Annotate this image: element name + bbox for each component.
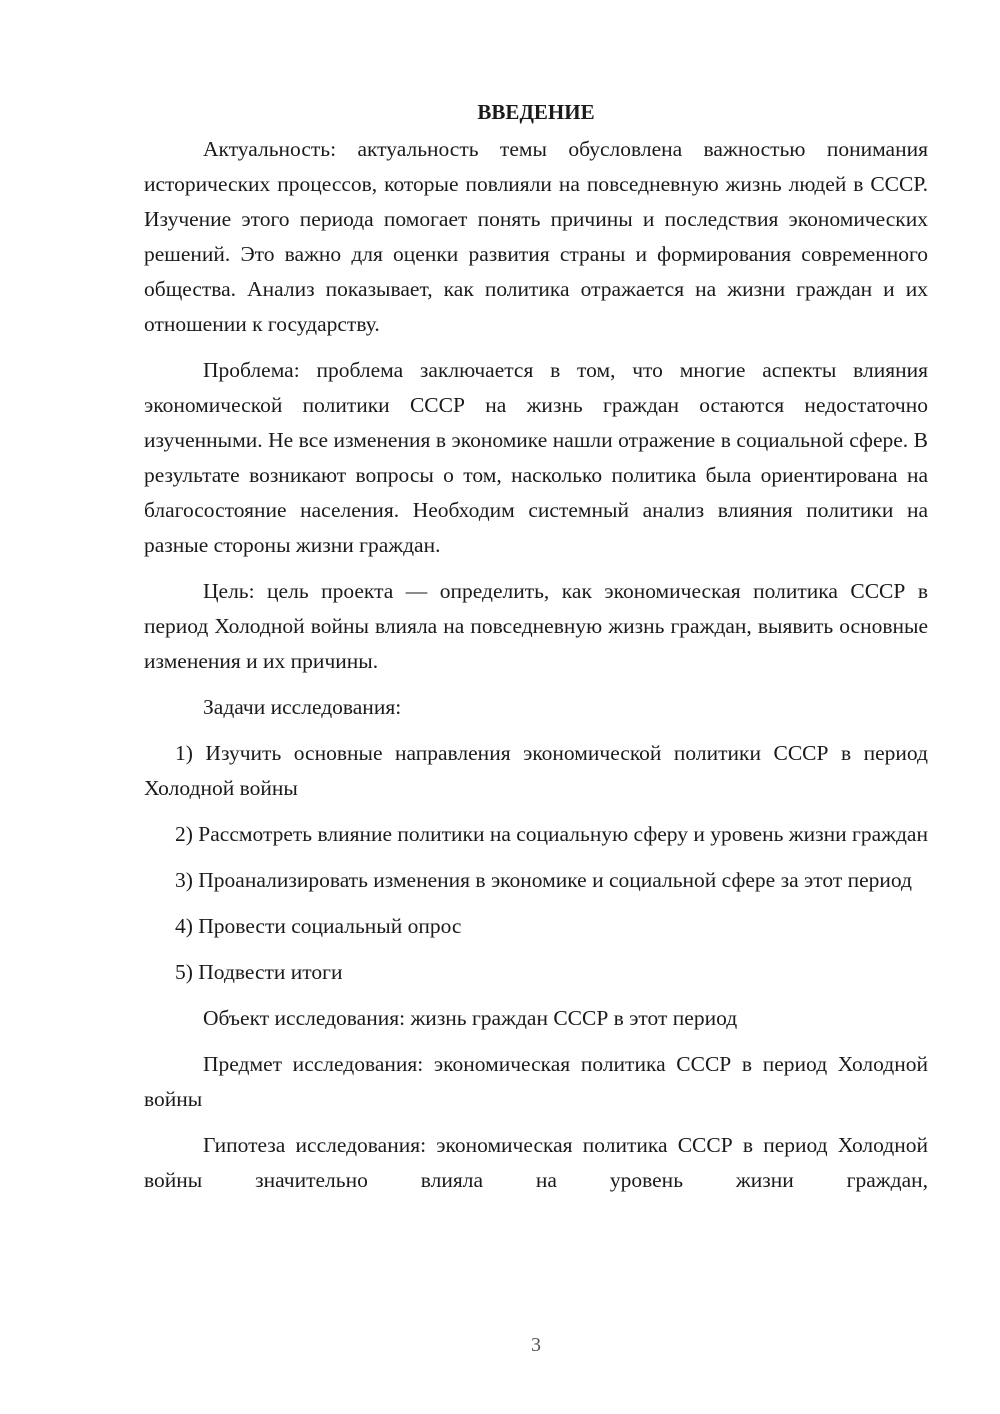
task-item-2: 2) Рассмотреть влияние политики на социальную сферу и уровень жизни граждан	[175, 822, 928, 846]
task-item-3: 3) Проанализировать изменения в экономике и социальной сфере за этот период	[175, 868, 912, 892]
page-title: ВВЕДЕНИЕ	[477, 100, 595, 124]
problem-paragraph: Проблема: проблема заключается в том, что многие аспекты влияния экономической политики СССР на жизнь граждан остаются недостаточно изученными. Не все изменения в экономике нашли отражение в социальной сфере. В результате возникают вопросы о том, насколько политика была ориентирована на благосостояние населения. Необходим системный анализ влияния политики на разные стороны жизни граждан.	[144, 358, 928, 557]
task-item-4: 4) Провести социальный опрос	[175, 914, 462, 938]
task-item-5: 5) Подвести итоги	[175, 960, 343, 984]
object-paragraph: Объект исследования: жизнь граждан СССР в этот период	[203, 1006, 738, 1030]
tasks-heading: Задачи исследования:	[203, 695, 402, 719]
relevance-paragraph: Актуальность: актуальность темы обусловлена важностью понимания исторических процессов, которые повлияли на повседневную жизнь людей в СССР. Изучение этого периода помогает понять причины и последствия экономических решений. Это важно для оценки развития страны и формирования современного общества. Анализ показывает, как политика отражается на жизни граждан и их отношении к государству.	[144, 137, 928, 336]
document-page	[144, 96, 928, 1198]
subject-paragraph: Предмет исследования: экономическая политика СССР в период Холодной войны	[144, 1052, 928, 1111]
task-item-1: 1) Изучить основные направления экономической политики СССР в период Холодной войны	[144, 741, 928, 800]
hypothesis-paragraph: Гипотеза исследования: экономическая политика СССР в период Холодной войны значительно влияла на уровень жизни граждан,	[144, 1133, 928, 1192]
goal-paragraph: Цель: цель проекта — определить, как экономическая политика СССР в период Холодной войны влияла на повседневную жизнь граждан, выявить основные изменения и их причины.	[144, 579, 928, 673]
page-number: 3	[531, 1334, 541, 1356]
